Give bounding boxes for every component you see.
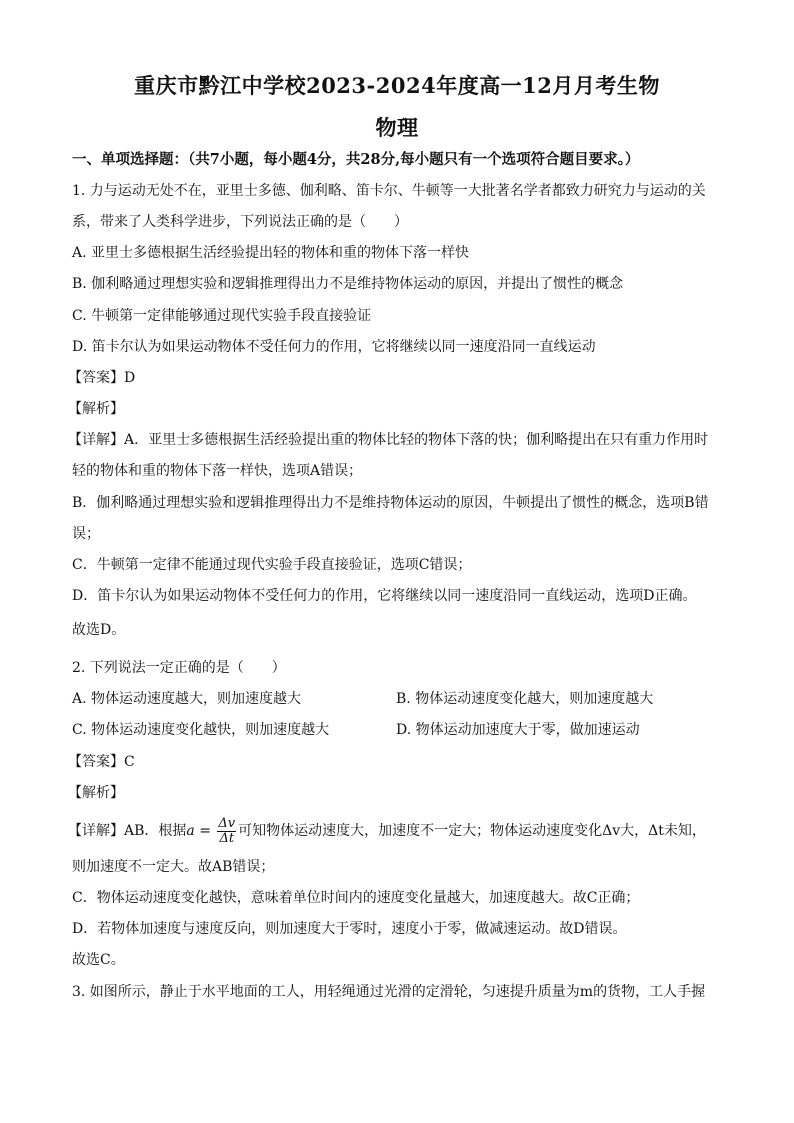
formula-equals: =	[194, 823, 216, 839]
q1-detail-line6: D．笛卡尔认为如果运动物体不受任何力的作用，它将继续以同一速度沿同一直线运动，选项D正确。	[72, 588, 697, 604]
q2-detail-line1	[68, 812, 706, 850]
q2-detail-line4: D．若物体加速度与速度反向，则加速度大于零时，速度小于零，做减速运动。故D错误。	[72, 921, 627, 937]
q1-analysis-label: 【解析】	[68, 401, 124, 417]
q2-option-a: A. 物体运动速度越大，则加速度越大	[72, 691, 302, 707]
acceleration-fraction	[217, 817, 236, 846]
q2-option-c: C. 物体运动速度变化越快，则加速度越大	[72, 722, 330, 738]
q1-stem-line1: 1. 力与运动无处不在，亚里士多德、伽利略、笛卡尔、牛顿等一大批著名学者都致力研究力与运动的关	[72, 183, 706, 199]
fraction-numerator: Δv	[218, 815, 236, 831]
q1-answer: 【答案】D	[68, 370, 136, 386]
q1-detail-line2: 轻的物体和重的物体下落一样快，选项A错误；	[72, 463, 363, 479]
q1-conclusion: 故选D。	[72, 622, 126, 638]
q2-answer: 【答案】C	[68, 754, 135, 770]
q1-detail-line5: C．牛顿第一定律不能通过现代实验手段直接验证，选项C错误；	[72, 557, 472, 573]
q2-detail-line3: C．物体运动速度变化越快，意味着单位时间内的速度变化量越大，加速度越大。故C正确；	[72, 890, 640, 906]
q1-option-c: C. 牛顿第一定律能够通过现代实验手段直接验证	[72, 308, 372, 324]
fraction-denominator: Δt	[219, 830, 235, 846]
q2-detail-line2: 则加速度不一定大。故AB错误；	[72, 859, 275, 875]
q1-option-b: B. 伽利略通过理想实验和逻辑推理得出力不是维持物体运动的原因，并提出了惯性的概念	[72, 276, 624, 292]
formula-lhs: a	[186, 823, 195, 839]
q1-option-a: A. 亚里士多德根据生活经验提出轻的物体和重的物体下落一样快	[72, 245, 470, 261]
q2-stem: 2. 下列说法一定正确的是（ ）	[72, 660, 286, 676]
q3-stem-line1: 3. 如图所示，静止于水平地面的工人，用轻绳通过光滑的定滑轮，匀速提升质量为m的货物，工人手握	[72, 984, 706, 1000]
q2-conclusion: 故选C。	[72, 952, 125, 968]
q2-option-d: D. 物体运动加速度大于零，做加速运动	[396, 722, 640, 738]
q1-stem-line2: 系，带来了人类科学进步，下列说法正确的是（ ）	[72, 214, 408, 230]
q1-detail-line1: 【详解】A．亚里士多德根据生活经验提出重的物体比轻的物体下落的快；伽利略提出在只有重力作用时	[68, 432, 709, 448]
q2-detail-suffix: 可知物体运动速度大，加速度不一定大；物体运动速度变化Δv大，Δt未知，	[238, 823, 706, 839]
q1-detail-line4: 误；	[72, 526, 100, 542]
q1-option-d: D. 笛卡尔认为如果运动物体不受任何力的作用，它将继续以同一速度沿同一直线运动	[72, 339, 596, 355]
section-heading: 一、单项选择题：（共7小题，每小题4分，共28分,每小题只有一个选项符合题目要求。）	[72, 151, 640, 168]
exam-title: 重庆市黔江中学校2023-2024年度高一12月月考生物	[134, 73, 660, 98]
q2-option-b: B. 物体运动速度变化越大，则加速度越大	[396, 691, 654, 707]
q1-detail-line3: B．伽利略通过理想实验和逻辑推理得出力不是维持物体运动的原因，牛顿提出了惯性的概念，选项B错	[72, 495, 709, 511]
subject-title: 物理	[375, 115, 419, 140]
q2-detail-prefix: 【详解】AB．根据	[68, 823, 187, 839]
q2-analysis-label: 【解析】	[68, 785, 124, 801]
